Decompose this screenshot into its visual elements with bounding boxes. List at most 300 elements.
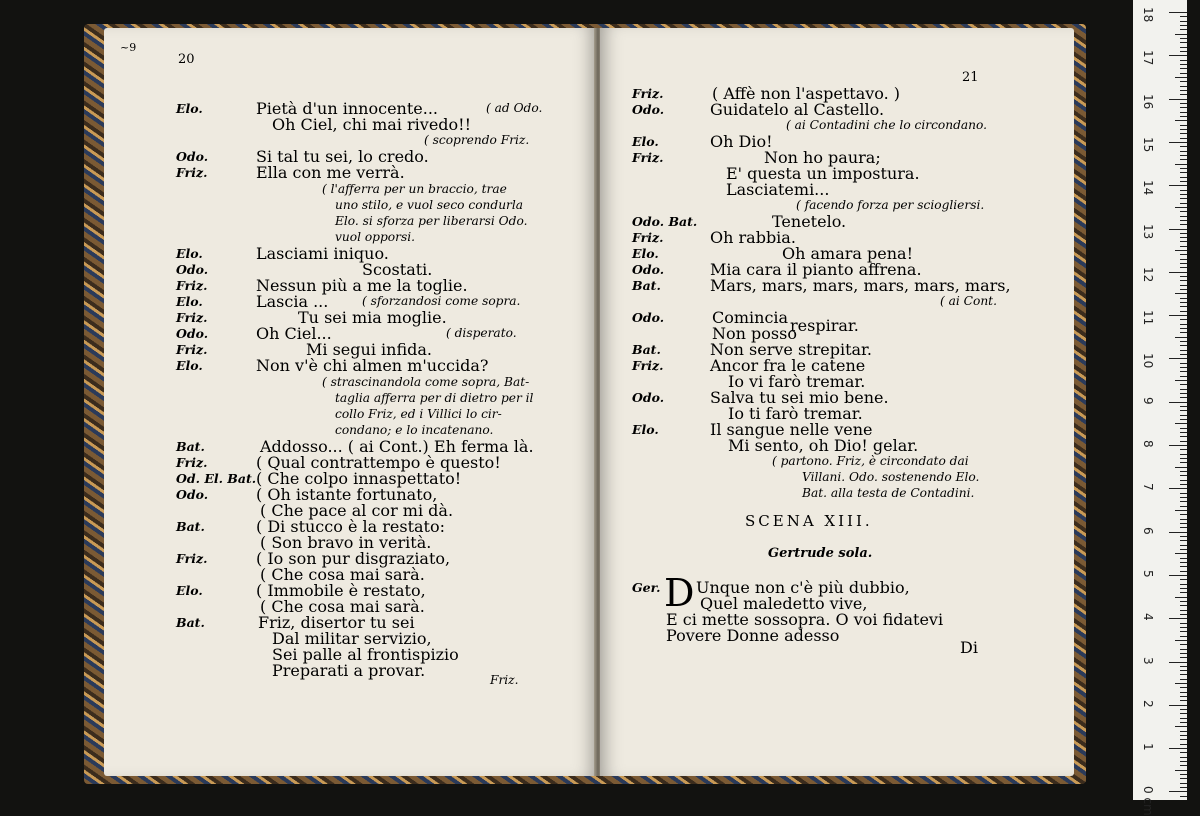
- speaker-label: Elo.: [176, 358, 203, 373]
- ruler-tick: [1180, 289, 1187, 290]
- stage-direction: condano; e lo incatenano.: [335, 423, 494, 437]
- ruler-tick: [1180, 172, 1187, 173]
- verse-line: ( Affè non l'aspettavo. ): [712, 84, 901, 103]
- ruler-tick: [1180, 367, 1187, 368]
- speaker-label: Elo.: [632, 422, 659, 437]
- ruler-tick: [1180, 527, 1187, 528]
- ruler-tick: [1180, 267, 1187, 268]
- speaker-label: Friz.: [632, 86, 664, 101]
- speaker-label: Friz.: [176, 165, 208, 180]
- ruler-tick: [1180, 107, 1187, 108]
- speaker-label: Friz.: [176, 551, 208, 566]
- scene-character: Gertrude sola.: [768, 546, 873, 561]
- ruler-tick: [1180, 739, 1187, 740]
- ruler-tick: [1169, 99, 1187, 100]
- speaker-label: Elo.: [176, 101, 203, 116]
- verse-line: Friz, disertor tu sei: [258, 613, 415, 632]
- ruler-tick: [1175, 207, 1187, 208]
- verse-line: Tu sei mia moglie.: [298, 308, 447, 327]
- ruler-tick: [1180, 116, 1187, 117]
- ruler-tick: [1180, 744, 1187, 745]
- ruler-tick: [1175, 726, 1187, 727]
- ruler-tick: [1180, 263, 1187, 264]
- ruler-tick: [1169, 142, 1187, 143]
- ruler-tick: [1180, 497, 1187, 498]
- ruler-tick: [1180, 713, 1187, 714]
- verse-line: Il sangue nelle vene: [710, 420, 873, 439]
- ruler-tick: [1180, 341, 1187, 342]
- verse-line: Oh rabbia.: [710, 228, 796, 247]
- ruler-tick: [1169, 705, 1187, 706]
- ruler-tick: [1180, 441, 1187, 442]
- verse-line: Povere Donne adesso: [666, 626, 840, 645]
- ruler-tick: [1180, 471, 1187, 472]
- ruler-tick: [1180, 350, 1187, 351]
- ruler-number: 0 cm: [1141, 786, 1155, 816]
- stage-direction: ( ad Odo.: [486, 101, 543, 115]
- verse-line: ( Che colpo innaspettato!: [256, 469, 462, 488]
- ruler-tick: [1180, 181, 1187, 182]
- ruler-tick: [1180, 545, 1187, 546]
- verse-line: Oh Dio!: [710, 132, 773, 151]
- ruler-tick: [1175, 34, 1187, 35]
- ruler-tick: [1169, 402, 1187, 403]
- ruler-tick: [1180, 752, 1187, 753]
- ruler-tick: [1180, 653, 1187, 654]
- ruler-tick: [1169, 358, 1187, 359]
- ruler-tick: [1180, 177, 1187, 178]
- ruler-number: 17: [1141, 50, 1155, 66]
- ruler-tick: [1180, 592, 1187, 593]
- verse-line: Non posso: [712, 324, 797, 343]
- ruler-tick: [1180, 224, 1187, 225]
- verse-line: Ella con me verrà.: [256, 163, 405, 182]
- verse-line: Lasciami iniquo.: [256, 244, 389, 263]
- ruler-tick: [1169, 185, 1187, 186]
- verse-line: Io ti farò tremar.: [728, 404, 863, 423]
- right-page-number: 21: [962, 70, 979, 85]
- ruler-tick: [1180, 605, 1187, 606]
- ruler-tick: [1169, 445, 1187, 446]
- verse-line: ( Che pace al cor mi dà.: [260, 501, 454, 520]
- verse-line: ( Io son pur disgraziato,: [256, 549, 451, 568]
- ruler-tick: [1180, 319, 1187, 320]
- ruler-tick: [1180, 285, 1187, 286]
- ruler-tick: [1175, 683, 1187, 684]
- verse-line: Unque non c'è più dubbio,: [696, 578, 910, 597]
- ruler-tick: [1180, 649, 1187, 650]
- ruler-tick: [1180, 324, 1187, 325]
- verse-line: Mi sento, oh Dio! gelar.: [728, 436, 919, 455]
- speaker-label: Od. El. Bat.: [176, 471, 257, 486]
- stage-direction: Villani. Odo. sostenendo Elo.: [802, 470, 980, 484]
- ruler-tick: [1180, 523, 1187, 524]
- ruler-tick: [1180, 514, 1187, 515]
- ruler-tick: [1180, 614, 1187, 615]
- verse-line: ( Di stucco è la restato:: [256, 517, 445, 536]
- ruler-tick: [1180, 410, 1187, 411]
- ruler-tick: [1180, 480, 1187, 481]
- speaker-label: Odo.: [632, 262, 665, 277]
- ruler-tick: [1180, 501, 1187, 502]
- verse-line: Mi segui infida.: [306, 340, 432, 359]
- ruler-number: 14: [1141, 180, 1155, 196]
- verse-line: ( Che cosa mai sarà.: [260, 597, 425, 616]
- ruler-number: 6: [1141, 526, 1155, 535]
- ruler-tick: [1175, 77, 1187, 78]
- speaker-label: Friz.: [632, 230, 664, 245]
- ruler-tick: [1180, 376, 1187, 377]
- verse-line: Addosso... ( ai Cont.) Eh ferma là.: [260, 437, 534, 456]
- ruler-tick: [1175, 164, 1187, 165]
- stage-direction: ( l'afferra per un braccio, trae: [322, 182, 507, 196]
- ruler-tick: [1180, 462, 1187, 463]
- verse-line: Si tal tu sei, lo credo.: [256, 147, 429, 166]
- stage-direction: ( ai Contadini che lo circondano.: [786, 118, 988, 132]
- ruler-tick: [1180, 298, 1187, 299]
- speaker-label: Bat.: [632, 342, 661, 357]
- ruler-tick: [1175, 293, 1187, 294]
- ruler-tick: [1180, 254, 1187, 255]
- ruler-tick: [1180, 519, 1187, 520]
- speaker-label: Odo.: [176, 326, 209, 341]
- ruler-number: 13: [1141, 223, 1155, 239]
- stage-direction: vuol opporsi.: [335, 230, 415, 244]
- verse-line: Nessun più a me la toglie.: [256, 276, 468, 295]
- speaker-label: Friz.: [632, 150, 664, 165]
- speaker-label: Odo.: [632, 390, 665, 405]
- ruler-number: 11: [1141, 310, 1155, 326]
- ruler-tick: [1180, 449, 1187, 450]
- ruler-tick: [1180, 428, 1187, 429]
- left-margin-mark: ~9: [120, 41, 137, 54]
- ruler-number: 3: [1141, 656, 1155, 665]
- verse-line: Comincia: [712, 308, 789, 327]
- ruler-tick: [1180, 666, 1187, 667]
- verse-line: Scostati.: [362, 260, 433, 279]
- speaker-label: Odo.: [632, 310, 665, 325]
- ruler-tick: [1180, 211, 1187, 212]
- ruler-tick: [1180, 354, 1187, 355]
- verse-line: Sei palle al frontispizio: [272, 645, 459, 664]
- verse-line: Preparati a provar.: [272, 661, 426, 680]
- ruler-tick: [1180, 718, 1187, 719]
- ruler-tick: [1180, 644, 1187, 645]
- ruler-tick: [1180, 679, 1187, 680]
- ruler-tick: [1180, 302, 1187, 303]
- speaker-label: Bat.: [176, 519, 205, 534]
- measuring-ruler: [1133, 0, 1187, 816]
- verse-line: Oh amara pena!: [782, 244, 914, 263]
- ruler-number: 4: [1141, 613, 1155, 621]
- ruler-tick: [1180, 371, 1187, 372]
- ruler-tick: [1180, 25, 1187, 26]
- ruler-tick: [1180, 51, 1187, 52]
- speaker-label: Odo.: [632, 102, 665, 117]
- ruler-tick: [1180, 21, 1187, 22]
- stage-direction: Bat. alla testa de Contadini.: [802, 486, 975, 500]
- ruler-tick: [1180, 129, 1187, 130]
- ruler-tick: [1169, 315, 1187, 316]
- ruler-number: 2: [1141, 699, 1155, 708]
- ruler-number: 8: [1141, 440, 1155, 448]
- ruler-tick: [1180, 562, 1187, 563]
- ruler-tick: [1180, 168, 1187, 169]
- ruler-tick: [1180, 657, 1187, 658]
- ruler-tick: [1169, 488, 1187, 489]
- ruler-tick: [1180, 73, 1187, 74]
- stage-direction: ( scoprendo Friz.: [424, 133, 530, 147]
- stage-direction: Elo. si sforza per liberarsi Odo.: [335, 214, 528, 228]
- stage-direction: collo Friz, ed i Villici lo cir-: [335, 407, 502, 421]
- ruler-tick: [1180, 566, 1187, 567]
- ruler-tick: [1175, 597, 1187, 598]
- verse-line: ( Immobile è restato,: [256, 581, 426, 600]
- ruler-tick: [1180, 774, 1187, 775]
- ruler-tick: [1180, 696, 1187, 697]
- ruler-tick: [1180, 571, 1187, 572]
- verse-line: E' questa un impostura.: [726, 164, 920, 183]
- speaker-label: Elo.: [632, 246, 659, 261]
- ruler-tick: [1169, 12, 1187, 13]
- ruler-tick: [1180, 419, 1187, 420]
- verse-line: Io vi farò tremar.: [728, 372, 866, 391]
- ruler-tick: [1180, 761, 1187, 762]
- ruler-tick: [1180, 579, 1187, 580]
- ruler-tick: [1180, 306, 1187, 307]
- ruler-tick: [1180, 42, 1187, 43]
- ruler-tick: [1169, 575, 1187, 576]
- ruler-tick: [1180, 103, 1187, 104]
- ruler-tick: [1180, 345, 1187, 346]
- speaker-label: Elo.: [176, 294, 203, 309]
- ruler-tick: [1180, 138, 1187, 139]
- catchword: Friz.: [490, 673, 519, 687]
- ruler-tick: [1180, 237, 1187, 238]
- scene-heading: SCENA XIII.: [745, 512, 873, 530]
- ruler-number: 1: [1141, 743, 1155, 751]
- verse-line: Lasciatemi...: [726, 180, 830, 199]
- ruler-tick: [1180, 280, 1187, 281]
- ruler-tick: [1180, 328, 1187, 329]
- ruler-tick: [1175, 423, 1187, 424]
- ruler-tick: [1180, 722, 1187, 723]
- ruler-tick: [1180, 631, 1187, 632]
- ruler-tick: [1180, 94, 1187, 95]
- speaker-label: Friz.: [176, 310, 208, 325]
- ruler-tick: [1180, 778, 1187, 779]
- ruler-number: 12: [1141, 266, 1155, 283]
- verse-line: Non serve strepitar.: [710, 340, 873, 359]
- ruler-tick: [1180, 241, 1187, 242]
- stage-direction: taglia afferra per di dietro per il: [335, 391, 534, 405]
- ruler-tick: [1180, 133, 1187, 134]
- stage-direction: ( partono. Friz, è circondato dai: [772, 454, 969, 468]
- speaker-label: Odo.: [176, 149, 209, 164]
- ruler-tick: [1180, 601, 1187, 602]
- stage-direction: ( facendo forza per sciogliersi.: [796, 198, 985, 212]
- ruler-tick: [1180, 692, 1187, 693]
- ruler-tick: [1180, 458, 1187, 459]
- ruler-tick: [1180, 216, 1187, 217]
- ruler-tick: [1180, 363, 1187, 364]
- ruler-tick: [1169, 229, 1187, 230]
- verse-line: Dal militar servizio,: [272, 629, 432, 648]
- ruler-tick: [1180, 584, 1187, 585]
- ruler-tick: [1180, 757, 1187, 758]
- verse-line: Quel maledetto vive,: [700, 594, 868, 613]
- ruler-tick: [1180, 700, 1187, 701]
- ruler-tick: [1180, 125, 1187, 126]
- stage-direction: ( sforzandosi come sopra.: [362, 294, 521, 308]
- ruler-tick: [1180, 493, 1187, 494]
- stage-direction: uno stilo, e vuol seco condurla: [335, 198, 524, 212]
- ruler-tick: [1180, 454, 1187, 455]
- ruler-tick: [1180, 332, 1187, 333]
- ruler-tick: [1180, 558, 1187, 559]
- ruler-tick: [1180, 233, 1187, 234]
- ruler-tick: [1180, 588, 1187, 589]
- ruler-tick: [1180, 86, 1187, 87]
- speaker-label: Friz.: [176, 278, 208, 293]
- ruler-tick: [1180, 68, 1187, 69]
- speaker-label: Friz.: [632, 358, 664, 373]
- verse-line: ( Son bravo in verità.: [260, 533, 432, 552]
- ruler-number: 10: [1141, 353, 1155, 369]
- ruler-tick: [1180, 783, 1187, 784]
- ruler-tick: [1180, 484, 1187, 485]
- ruler-tick: [1180, 276, 1187, 277]
- ruler-tick: [1180, 731, 1187, 732]
- ruler-tick: [1169, 748, 1187, 749]
- verse-line: Pietà d'un innocente...: [256, 99, 438, 118]
- ruler-tick: [1180, 735, 1187, 736]
- ruler-tick: [1180, 436, 1187, 437]
- ruler-tick: [1180, 506, 1187, 507]
- ruler-tick: [1180, 610, 1187, 611]
- ruler-tick: [1180, 16, 1187, 17]
- ruler-tick: [1180, 627, 1187, 628]
- ruler-tick: [1180, 623, 1187, 624]
- speaker-label: Elo.: [632, 134, 659, 149]
- ruler-tick: [1175, 510, 1187, 511]
- ruler-tick: [1180, 60, 1187, 61]
- stage-direction: ( strascinandola come sopra, Bat-: [322, 375, 530, 389]
- ruler-tick: [1180, 38, 1187, 39]
- verse-line: Oh Ciel...: [256, 324, 332, 343]
- ruler-tick: [1180, 151, 1187, 152]
- verse-line: ( Qual contrattempo è questo!: [256, 453, 501, 472]
- verse-line: Tenetelo.: [772, 212, 847, 231]
- ruler-tick: [1180, 112, 1187, 113]
- ruler-tick: [1175, 640, 1187, 641]
- ruler-tick: [1169, 272, 1187, 273]
- speaker-label: Friz.: [176, 455, 208, 470]
- ruler-number: 18: [1141, 7, 1155, 23]
- verse-line: Mia cara il pianto affrena.: [710, 260, 922, 279]
- verse-line: respirar.: [790, 316, 859, 335]
- verse-line: Mars, mars, mars, mars, mars, mars,: [710, 276, 1011, 295]
- ruler-number: 9: [1141, 396, 1155, 405]
- ruler-tick: [1180, 311, 1187, 312]
- verse-line: Ancor fra le catene: [710, 356, 866, 375]
- ruler-tick: [1180, 709, 1187, 710]
- ruler-tick: [1180, 796, 1187, 797]
- ruler-tick: [1180, 64, 1187, 65]
- ruler-tick: [1180, 155, 1187, 156]
- verse-line: Lascia ...: [256, 292, 329, 311]
- ruler-tick: [1180, 259, 1187, 260]
- speaker-label: Odo. Bat.: [632, 214, 698, 229]
- ruler-tick: [1180, 415, 1187, 416]
- ruler-tick: [1180, 406, 1187, 407]
- ruler-tick: [1180, 765, 1187, 766]
- speaker-label: Bat.: [176, 615, 205, 630]
- ruler-tick: [1175, 250, 1187, 251]
- ruler-tick: [1169, 662, 1187, 663]
- speaker-label: Odo.: [176, 487, 209, 502]
- ruler-tick: [1180, 246, 1187, 247]
- speaker-label: Bat.: [632, 278, 661, 293]
- ruler-tick: [1180, 29, 1187, 30]
- ruler-tick: [1175, 337, 1187, 338]
- ruler-tick: [1175, 467, 1187, 468]
- catchword: Di: [960, 638, 978, 657]
- left-page-number: 20: [178, 52, 195, 67]
- ruler-tick: [1180, 389, 1187, 390]
- ruler-tick: [1180, 636, 1187, 637]
- drop-cap: D: [664, 571, 695, 615]
- verse-line: E ci mette sossopra. O voi fidatevi: [666, 610, 944, 629]
- ruler-tick: [1180, 549, 1187, 550]
- speaker-label: Elo.: [176, 246, 203, 261]
- ruler-tick: [1180, 203, 1187, 204]
- ruler-tick: [1180, 687, 1187, 688]
- ruler-tick: [1175, 120, 1187, 121]
- ruler-tick: [1180, 47, 1187, 48]
- stage-direction: ( ai Cont.: [940, 294, 997, 308]
- ruler-tick: [1180, 159, 1187, 160]
- ruler-tick: [1180, 475, 1187, 476]
- stage-direction: ( disperato.: [446, 326, 517, 340]
- ruler-tick: [1175, 770, 1187, 771]
- ruler-tick: [1180, 90, 1187, 91]
- ruler-tick: [1180, 540, 1187, 541]
- speaker-label: Bat.: [176, 439, 205, 454]
- verse-line: ( Che cosa mai sarà.: [260, 565, 425, 584]
- ruler-tick: [1180, 536, 1187, 537]
- speaker-label: Odo.: [176, 262, 209, 277]
- ruler-tick: [1180, 787, 1187, 788]
- ruler-tick: [1180, 674, 1187, 675]
- ruler-tick: [1180, 397, 1187, 398]
- ruler-number: 15: [1141, 136, 1155, 153]
- ruler-tick: [1175, 553, 1187, 554]
- verse-line: Salva tu sei mio bene.: [710, 388, 889, 407]
- ruler-tick: [1169, 618, 1187, 619]
- speaker-label: Friz.: [176, 342, 208, 357]
- verse-line: Non ho paura;: [764, 148, 881, 167]
- ruler-tick: [1180, 190, 1187, 191]
- ruler-tick: [1169, 791, 1187, 792]
- ruler-tick: [1180, 384, 1187, 385]
- speaker-label: Elo.: [176, 583, 203, 598]
- ruler-tick: [1180, 146, 1187, 147]
- verse-line: Guidatelo al Castello.: [710, 100, 885, 119]
- ruler-number: 16: [1141, 93, 1155, 109]
- ruler-tick: [1180, 432, 1187, 433]
- ruler-tick: [1175, 380, 1187, 381]
